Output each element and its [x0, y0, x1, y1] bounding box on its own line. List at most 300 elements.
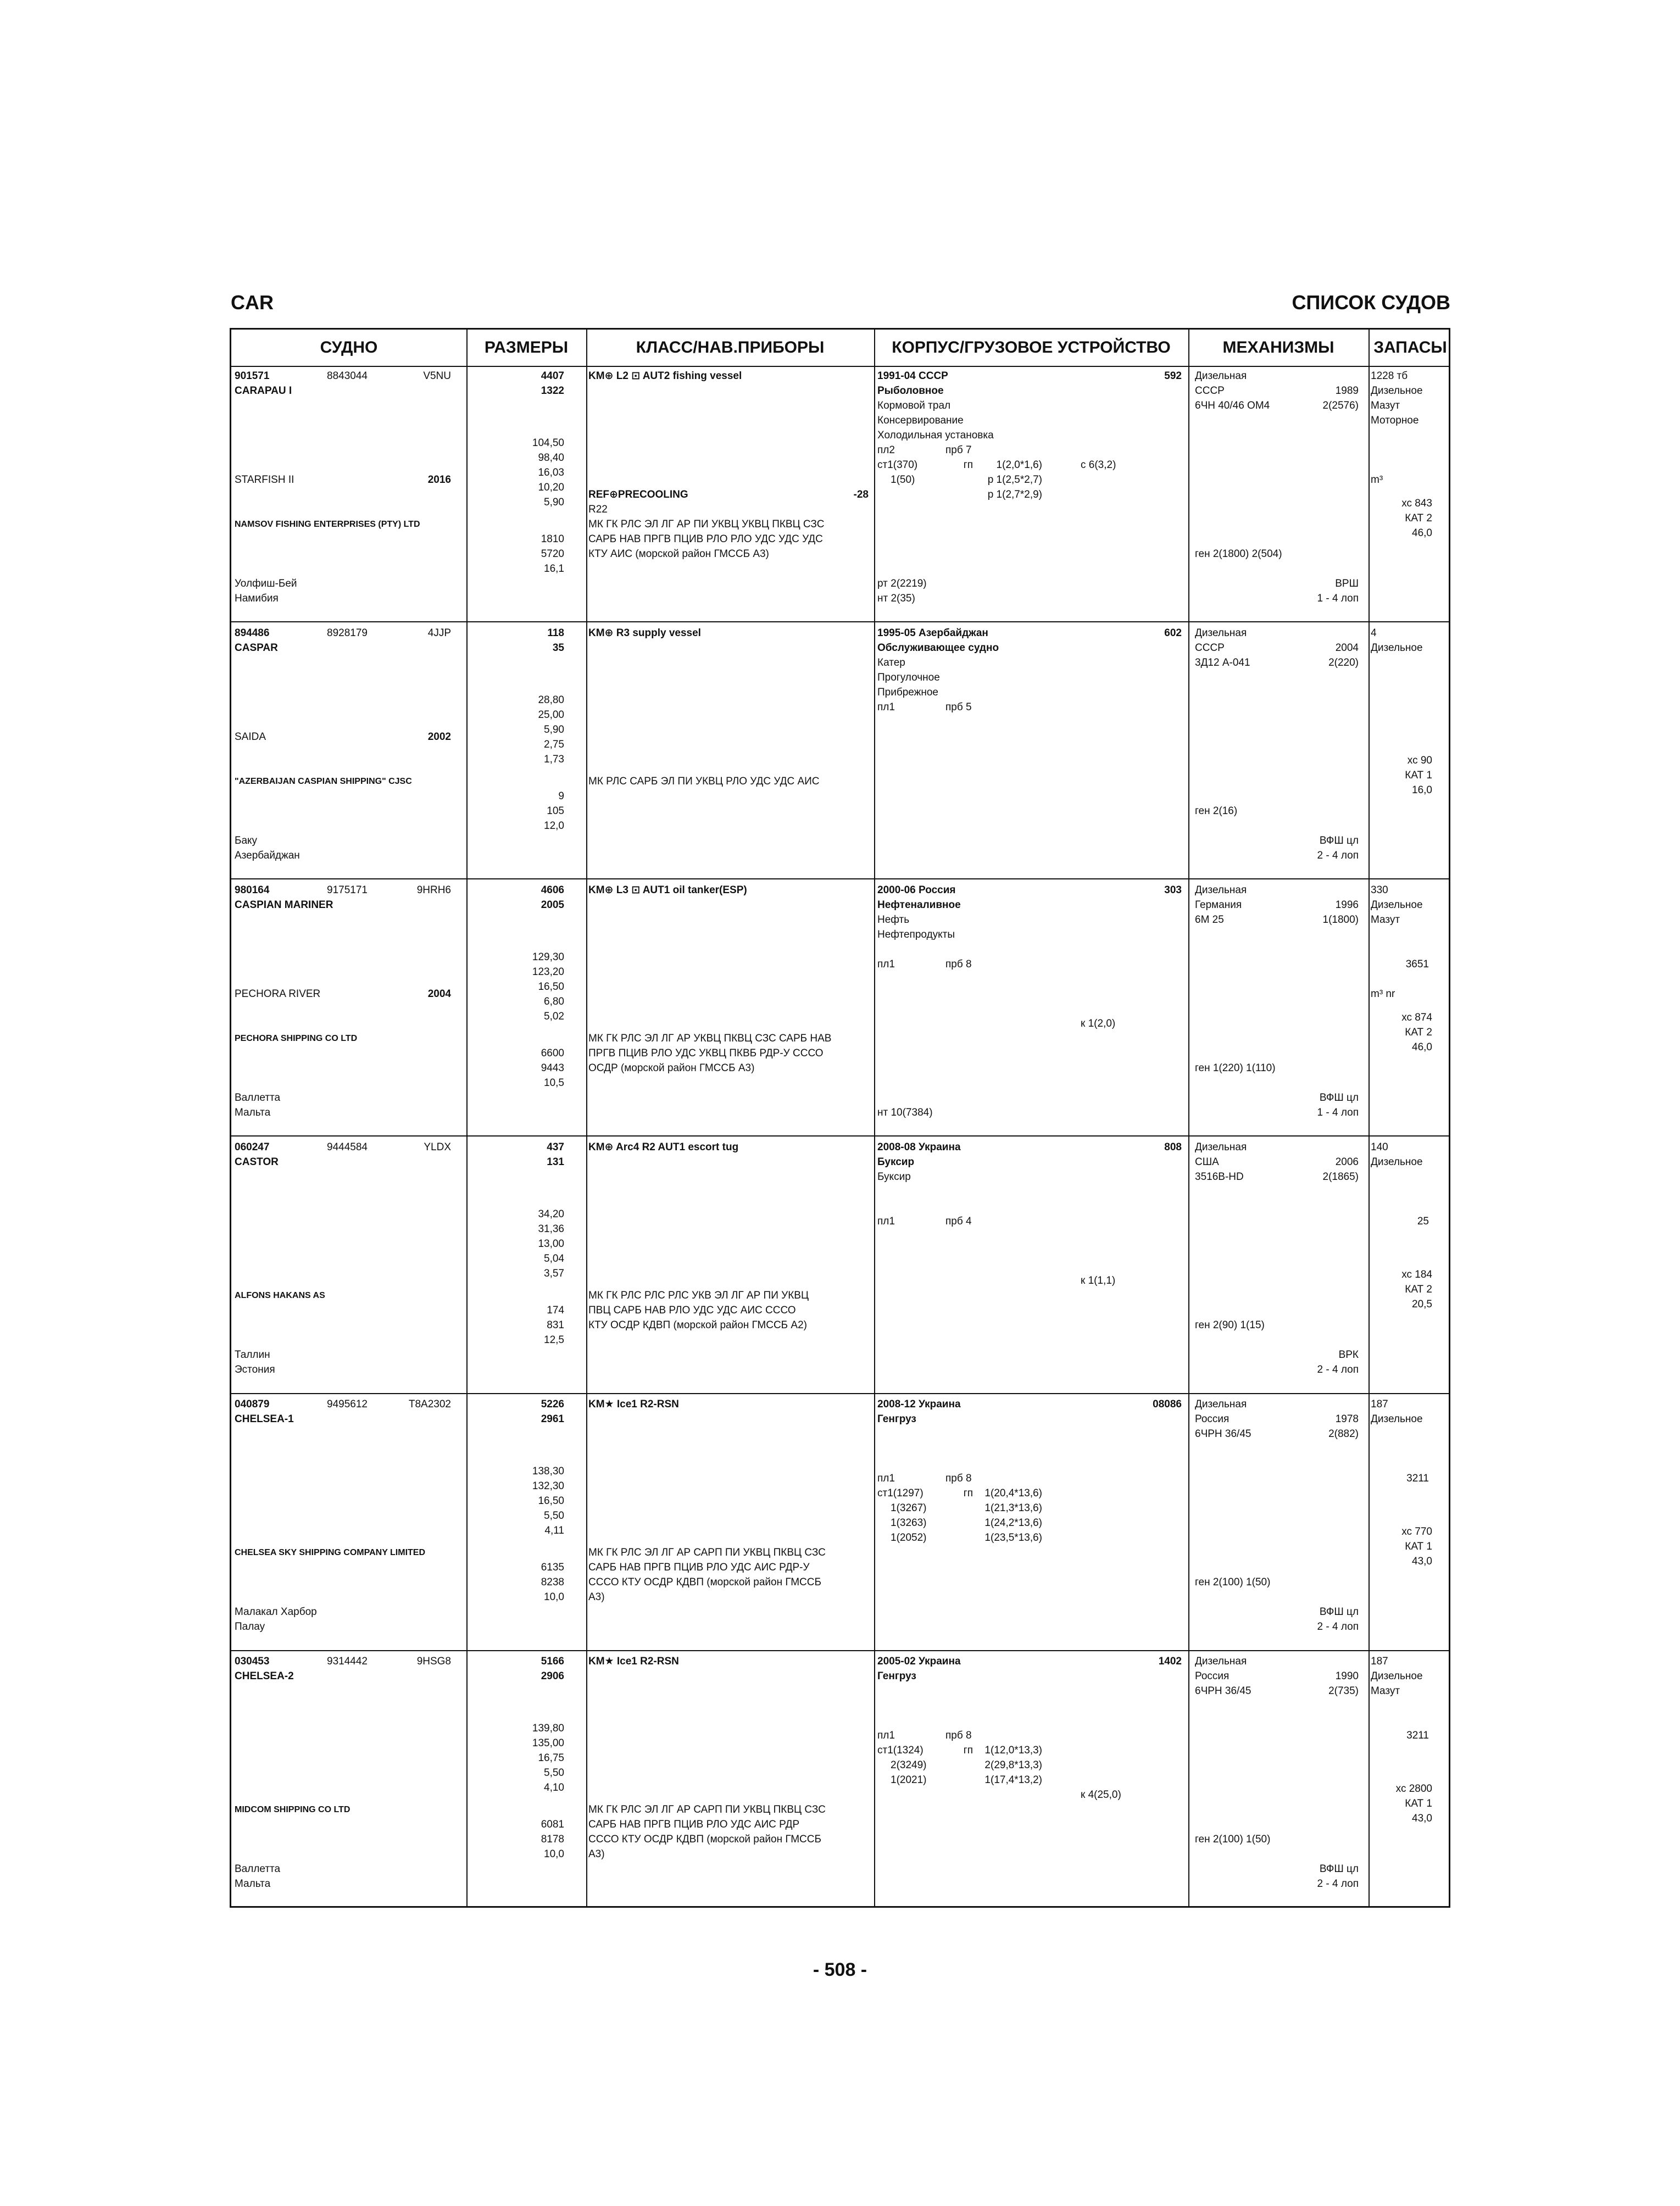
vessel-imo-number: 9444584 — [327, 1141, 368, 1153]
vessel-flag: Азербайджан — [235, 850, 300, 861]
vessel-navigation-equipment: МК ГК РЛС РЛС РЛС УКВ ЭЛ ЛГ АР ПИ УКВЦ — [588, 1290, 809, 1301]
vessel-former-name: SAIDA — [235, 731, 266, 743]
hull-vessel-type: Генгруз — [877, 1670, 916, 1682]
hull-tank: нт 10(7384) — [877, 1107, 933, 1118]
hull-vessel-type: Буксир — [877, 1156, 915, 1168]
hull-build-info: 2008-08 Украина — [877, 1141, 961, 1153]
dimension-value: 5,04 — [544, 1252, 564, 1264]
dimension-value: 16,03 — [538, 466, 564, 478]
engine-type: Дизельная — [1195, 884, 1247, 896]
vessel-name: CHELSEA-1 — [235, 1413, 294, 1425]
propeller-detail: 2 - 4 лоп — [1317, 1364, 1359, 1375]
speed-info: 46,0 — [1412, 1041, 1432, 1054]
speed-info: 43,0 — [1412, 1813, 1432, 1825]
vessel-name: CARAPAU I — [235, 385, 292, 397]
vessel-flag: Мальта — [235, 1878, 271, 1890]
hull-feature: Прибрежное — [877, 687, 938, 698]
vessel-imo-number: 9175171 — [327, 884, 368, 896]
vessel-navigation-equipment: А3) — [588, 1591, 605, 1603]
hull-hatch: 1(23,5*13,6) — [984, 1532, 1042, 1544]
supply-line: 1228 тб — [1371, 370, 1408, 382]
supply-line: Моторное — [1371, 415, 1419, 426]
dimension-capacity: 174 — [547, 1305, 564, 1316]
dimension-value: 5,02 — [544, 1010, 564, 1022]
hull-deck-count: пл1 — [877, 701, 895, 713]
generator-info: ген 2(1800) 2(504) — [1195, 548, 1282, 560]
vessel-class-notation: KM⊕ L3 ⊡ AUT1 oil tanker(ESP) — [588, 884, 747, 896]
speed-info: хс 2800 — [1395, 1783, 1432, 1795]
vessel-imo-number: 9495612 — [327, 1399, 368, 1410]
hull-hatch-label: гп — [963, 1745, 973, 1756]
hull-feature: Буксир — [877, 1171, 911, 1183]
generator-info: ген 2(90) 1(15) — [1195, 1319, 1265, 1331]
dimension-value: 5,50 — [544, 1509, 564, 1522]
dimension-tonnage: 2906 — [541, 1670, 564, 1682]
engine-power: 2(2576) — [1322, 400, 1359, 411]
vessel-flag: Намибия — [235, 593, 279, 604]
dimension-capacity: 10,0 — [544, 1848, 564, 1860]
engine-power: 1(1800) — [1322, 914, 1359, 926]
propeller-type: ВФШ цл — [1319, 1092, 1359, 1104]
vessel-home-port: Баку — [235, 835, 258, 846]
hull-build-info: 1991-04 СССР — [877, 370, 948, 382]
hull-vessel-type: Генгруз — [877, 1413, 916, 1425]
dimension-tonnage: 437 — [547, 1141, 564, 1153]
vessel-navigation-equipment: МК ГК РЛС ЭЛ ЛГ АР УКВЦ ПКВЦ СЗС САРБ НАВ — [588, 1033, 832, 1044]
hull-vessel-type: Рыболовное — [877, 385, 944, 397]
hull-hatch: 1(24,2*13,6) — [984, 1517, 1042, 1529]
hull-deck-count: пл1 — [877, 1473, 895, 1484]
hull-cargo-hold: 1(2052) — [891, 1532, 927, 1544]
propeller-detail: 2 - 4 лоп — [1317, 850, 1359, 861]
hull-number: 08086 — [1153, 1399, 1182, 1410]
vessel-call-sign: 4JJP — [427, 627, 451, 639]
dimension-value: 16,50 — [538, 1495, 564, 1507]
dimension-value: 13,00 — [538, 1238, 564, 1250]
supply-line: Дизельное — [1371, 642, 1423, 654]
dimension-value: 139,80 — [532, 1722, 564, 1734]
dimension-tonnage: 118 — [547, 627, 564, 639]
hull-bulkheads: прб 4 — [945, 1216, 972, 1227]
vessel-navigation-equipment: МК ГК РЛС ЭЛ ЛГ АР САРП ПИ УКВЦ ПКВЦ СЗС — [588, 1804, 826, 1815]
dimension-value: 5,90 — [544, 496, 564, 508]
dimension-capacity: 6081 — [541, 1819, 564, 1830]
supply-line: 187 — [1371, 1656, 1388, 1667]
dimension-value: 6,80 — [544, 995, 564, 1007]
hull-hatch: 1(12,0*13,3) — [984, 1745, 1042, 1756]
engine-country: США — [1195, 1156, 1219, 1168]
engine-model: 6ЧН 40/46 ОМ4 — [1195, 400, 1270, 411]
hull-cargo-hold: 1(50) — [891, 474, 915, 486]
supply-line: Мазут — [1371, 1685, 1400, 1697]
vessel-flag: Палау — [235, 1621, 265, 1633]
vessel-home-port: Малакал Харбор — [235, 1606, 317, 1618]
dimension-tonnage: 1322 — [541, 385, 564, 397]
supply-unit: m³ nr — [1371, 988, 1395, 1000]
dimension-capacity: 105 — [547, 805, 564, 817]
speed-info: хс 90 — [1407, 755, 1432, 767]
vessel-owner: MIDCOM SHIPPING CO LTD — [235, 1805, 351, 1814]
hull-cargo-hold: 1(3263) — [891, 1517, 927, 1529]
dimension-value: 10,20 — [538, 481, 564, 493]
supply-capacity: 3211 — [1406, 1730, 1429, 1741]
vessel-class-notation: KM★ Ice1 R2-RSN — [588, 1399, 679, 1410]
vessel-name: CASPIAN MARINER — [235, 899, 333, 911]
supply-line: Дизельное — [1371, 1670, 1423, 1682]
column-header-supplies: ЗАПАСЫ — [1373, 338, 1447, 356]
vessel-call-sign: YLDX — [424, 1141, 451, 1153]
engine-type: Дизельная — [1195, 627, 1247, 639]
hull-number: 808 — [1164, 1141, 1182, 1153]
engine-power: 2(1865) — [1322, 1171, 1359, 1183]
vessel-registry-number: 980164 — [235, 884, 270, 896]
dimension-value: 31,36 — [538, 1223, 564, 1235]
dimension-value: 4,11 — [544, 1524, 564, 1536]
propeller-type: ВРШ — [1335, 578, 1359, 589]
hull-feature: Холодильная установка — [877, 430, 994, 441]
dimension-capacity: 12,5 — [544, 1334, 564, 1346]
dimension-capacity: 9443 — [541, 1062, 564, 1074]
vessel-navigation-equipment: ПРГВ ПЦИВ РЛО УДС УКВЦ ПКВБ РДР-У СССО — [588, 1048, 824, 1059]
hull-bulkheads: прб 8 — [945, 959, 972, 970]
vessel-former-name-year: 2016 — [427, 474, 451, 486]
vessel-navigation-equipment: ПВЦ САРБ НАВ РЛО УДС УДС АИС СССО — [588, 1305, 796, 1316]
speed-info: КАТ 2 — [1405, 512, 1432, 525]
dimension-capacity: 1810 — [541, 533, 564, 545]
vessel-owner: ALFONS HAKANS AS — [235, 1291, 325, 1300]
vessel-registry-number: 901571 — [235, 370, 270, 382]
hull-cargo-crane: к 4(25,0) — [1081, 1789, 1121, 1801]
vessel-class-refrigeration: REF⊕PRECOOLING — [588, 489, 688, 500]
hull-vessel-type: Нефтеналивное — [877, 899, 961, 911]
propeller-detail: 1 - 4 лоп — [1317, 593, 1359, 604]
dimension-tonnage: 5226 — [541, 1399, 564, 1410]
vessel-former-name: PECHORA RIVER — [235, 988, 321, 1000]
hull-bulkheads: прб 8 — [945, 1730, 972, 1741]
vessel-former-name-year: 2004 — [427, 988, 451, 1000]
vessel-class-notation: KM⊕ R3 supply vessel — [588, 627, 701, 639]
hull-hatch: р 1(2,7*2,9) — [987, 489, 1042, 500]
dimension-capacity: 10,5 — [544, 1077, 564, 1089]
hull-cargo-hold: ст1(370) — [877, 459, 918, 471]
engine-power: 2(735) — [1328, 1685, 1359, 1697]
supply-line: Дизельное — [1371, 1156, 1423, 1168]
vessel-navigation-equipment: МК ГК РЛС ЭЛ ЛГ АР САРП ПИ УКВЦ ПКВЦ СЗС — [588, 1547, 826, 1558]
vessel-flag: Эстония — [235, 1364, 275, 1375]
vessel-imo-number: 8928179 — [327, 627, 368, 639]
dimension-capacity: 831 — [547, 1319, 564, 1331]
vessel-navigation-equipment: ОСДР (морской район ГМССБ А3) — [588, 1062, 755, 1074]
propeller-detail: 2 - 4 лоп — [1317, 1621, 1359, 1633]
hull-bulkheads: прб 5 — [945, 701, 972, 713]
vessel-owner: PECHORA SHIPPING CO LTD — [235, 1034, 358, 1043]
supply-line: 140 — [1371, 1141, 1388, 1153]
speed-info: КАТ 2 — [1405, 1027, 1432, 1039]
engine-country: СССР — [1195, 385, 1225, 397]
vessel-imo-number: 8843044 — [327, 370, 368, 382]
hull-feature: Нефтепродукты — [877, 929, 955, 940]
hull-hatch-label: гп — [963, 459, 973, 471]
generator-info: ген 2(100) 1(50) — [1195, 1834, 1271, 1845]
dimension-tonnage: 5166 — [541, 1656, 564, 1667]
engine-power: 2(220) — [1328, 657, 1359, 669]
supply-line: 187 — [1371, 1399, 1388, 1410]
vessel-owner: "AZERBAIJAN CASPIAN SHIPPING" CJSC — [235, 777, 412, 786]
dimension-tonnage: 131 — [547, 1156, 564, 1168]
dimension-capacity: 5720 — [541, 548, 564, 560]
vessel-home-port: Валлетта — [235, 1863, 281, 1875]
hull-build-info: 2000-06 Россия — [877, 884, 956, 896]
dimension-value: 135,00 — [532, 1737, 564, 1749]
hull-cargo-hold: 2(3249) — [891, 1759, 927, 1771]
vessel-navigation-equipment: МК РЛС САРБ ЭЛ ПИ УКВЦ РЛО УДС УДС АИС — [588, 776, 820, 787]
hull-feature: Катер — [877, 657, 905, 669]
vessel-name: CHELSEA-2 — [235, 1670, 294, 1682]
generator-info: ген 2(16) — [1195, 805, 1238, 817]
vessel-home-port: Уолфиш-Бей — [235, 578, 297, 589]
hull-number: 303 — [1164, 884, 1182, 896]
hull-number: 1402 — [1158, 1656, 1182, 1667]
speed-info: 20,5 — [1412, 1299, 1432, 1311]
vessel-registry-number: 060247 — [235, 1141, 270, 1153]
engine-year: 2006 — [1335, 1156, 1359, 1168]
hull-deck-count: пл1 — [877, 1216, 895, 1227]
dimension-value: 138,30 — [532, 1465, 564, 1477]
dimension-value: 104,50 — [532, 437, 564, 449]
propeller-type: ВФШ цл — [1319, 1606, 1359, 1618]
vessel-call-sign: 9HSG8 — [416, 1656, 451, 1667]
vessel-name: CASPAR — [235, 642, 278, 654]
vessel-call-sign: T8A2302 — [408, 1399, 451, 1410]
dimension-capacity: 8178 — [541, 1834, 564, 1845]
generator-info: ген 1(220) 1(110) — [1195, 1062, 1276, 1074]
vessel-registry-number: 030453 — [235, 1656, 270, 1667]
hull-hatch: 1(21,3*13,6) — [984, 1502, 1042, 1514]
dimension-capacity: 6135 — [541, 1562, 564, 1573]
hull-hatch: 2(29,8*13,3) — [984, 1759, 1042, 1771]
dimension-value: 129,30 — [532, 951, 564, 963]
engine-type: Дизельная — [1195, 1399, 1247, 1410]
speed-info: 43,0 — [1412, 1556, 1432, 1568]
speed-info: 16,0 — [1412, 784, 1432, 796]
dimension-value: 28,80 — [538, 694, 564, 706]
propeller-type: ВФШ цл — [1319, 835, 1359, 846]
engine-country: СССР — [1195, 642, 1225, 654]
vessel-navigation-equipment: САРБ НАВ ПРГВ ПЦИВ РЛО УДС АИС РДР-У — [588, 1562, 810, 1573]
hull-hatch-label: гп — [963, 1488, 973, 1499]
vessel-navigation-equipment: А3) — [588, 1848, 605, 1860]
hull-number: 592 — [1164, 370, 1182, 382]
vessel-registry-number: 894486 — [235, 627, 270, 639]
vessel-flag: Мальта — [235, 1107, 271, 1118]
supply-line: 330 — [1371, 884, 1388, 896]
engine-year: 1990 — [1335, 1670, 1359, 1682]
running-head-right: СПИСОК СУДОВ — [1292, 291, 1450, 314]
engine-year: 1996 — [1335, 899, 1359, 911]
vessel-navigation-equipment: МК ГК РЛС ЭЛ ЛГ АР ПИ УКВЦ УКВЦ ПКВЦ СЗС — [588, 519, 825, 530]
vessel-home-port: Валлетта — [235, 1092, 281, 1104]
propeller-detail: 1 - 4 лоп — [1317, 1107, 1359, 1118]
speed-info: хс 770 — [1401, 1526, 1432, 1538]
dimension-capacity: 12,0 — [544, 820, 564, 832]
hull-cargo-crane: к 1(2,0) — [1081, 1018, 1116, 1029]
hull-hatch: р 1(2,5*2,7) — [987, 474, 1042, 486]
vessel-call-sign: 9HRH6 — [416, 884, 451, 896]
column-header-hull: КОРПУС/ГРУЗОВОЕ УСТРОЙСТВО — [892, 338, 1171, 356]
dimension-value: 2,75 — [544, 738, 564, 750]
vessel-navigation-equipment: САРБ НАВ ПРГВ ПЦИВ РЛО УДС АИС РДР — [588, 1819, 800, 1830]
hull-cargo-hold: 1(3267) — [891, 1502, 927, 1514]
dimension-value: 1,73 — [544, 753, 564, 765]
supply-capacity: 3651 — [1405, 959, 1429, 970]
hull-build-info: 2008-12 Украина — [877, 1399, 961, 1410]
hull-hatch: 1(20,4*13,6) — [984, 1488, 1042, 1499]
dimension-tonnage: 4606 — [541, 884, 564, 896]
supply-line: Дизельное — [1371, 385, 1423, 397]
propeller-type: ВФШ цл — [1319, 1863, 1359, 1875]
engine-year: 1989 — [1335, 385, 1359, 397]
hull-feature: Нефть — [877, 914, 910, 926]
dimension-value: 123,20 — [532, 966, 564, 978]
dimension-capacity: 8238 — [541, 1576, 564, 1588]
dimension-value: 34,20 — [538, 1208, 564, 1220]
vessel-home-port: Таллин — [235, 1349, 270, 1361]
vessel-former-name-year: 2002 — [427, 731, 451, 743]
engine-country: Россия — [1195, 1670, 1230, 1682]
dimension-tonnage: 4407 — [541, 370, 564, 382]
speed-info: КАТ 1 — [1405, 770, 1432, 782]
column-header-machinery: МЕХАНИЗМЫ — [1222, 338, 1334, 356]
dimension-value: 4,10 — [544, 1781, 564, 1793]
engine-year: 1978 — [1335, 1413, 1359, 1425]
propeller-type: ВРК — [1338, 1349, 1359, 1361]
dimension-value: 98,40 — [538, 452, 564, 464]
vessel-owner: NAMSOV FISHING ENTERPRISES (PTY) LTD — [235, 520, 420, 529]
hull-cargo-hold: ст1(1324) — [877, 1745, 924, 1756]
dimension-capacity: 10,0 — [544, 1591, 564, 1603]
supply-capacity: 3211 — [1406, 1473, 1429, 1484]
hull-hatch: 1(17,4*13,2) — [984, 1774, 1042, 1786]
hull-cargo-hold: ст1(1297) — [877, 1488, 924, 1499]
dimension-tonnage: 2005 — [541, 899, 564, 911]
hull-build-info: 1995-05 Азербайджан — [877, 627, 988, 639]
vessel-refrigerant: R22 — [588, 504, 608, 515]
hull-hatch: 1(2,0*1,6) — [996, 459, 1042, 471]
hull-tank: нт 2(35) — [877, 593, 915, 604]
column-header-vessel: СУДНО — [320, 338, 378, 356]
supply-line: Дизельное — [1371, 1413, 1423, 1425]
vessel-navigation-equipment: САРБ НАВ ПРГВ ПЦИВ РЛО РЛО УДС УДС УДС — [588, 533, 823, 545]
speed-info: хс 184 — [1401, 1269, 1432, 1281]
vessel-refrigeration-temperature: -28 — [853, 489, 869, 500]
hull-number: 602 — [1164, 627, 1182, 639]
supply-line: 4 — [1371, 627, 1377, 639]
speed-info: КАТ 1 — [1405, 1541, 1432, 1553]
engine-country: Россия — [1195, 1413, 1230, 1425]
engine-country: Германия — [1195, 899, 1242, 911]
hull-bulkheads: прб 8 — [945, 1473, 972, 1484]
hull-cargo-crane: с 6(3,2) — [1081, 459, 1116, 471]
dimension-tonnage: 35 — [552, 642, 564, 654]
engine-power: 2(882) — [1328, 1428, 1359, 1440]
propeller-detail: 2 - 4 лоп — [1317, 1878, 1359, 1890]
speed-info: хс 874 — [1401, 1012, 1432, 1024]
supply-unit: m³ — [1371, 474, 1383, 486]
dimension-capacity: 6600 — [541, 1048, 564, 1059]
hull-deck-count: пл1 — [877, 1730, 895, 1741]
hull-feature: Прогулочное — [877, 672, 940, 683]
vessel-former-name: STARFISH II — [235, 474, 294, 486]
vessel-class-notation: KM★ Ice1 R2-RSN — [588, 1656, 679, 1667]
vessel-registry-table — [230, 328, 1450, 1908]
speed-info: хс 843 — [1401, 498, 1432, 510]
engine-type: Дизельная — [1195, 1656, 1247, 1667]
engine-model: 6ЧРН 36/45 — [1195, 1685, 1251, 1697]
engine-year: 2004 — [1335, 642, 1359, 654]
dimension-value: 132,30 — [532, 1480, 564, 1492]
engine-model: 6M 25 — [1195, 914, 1224, 926]
vessel-name: CASTOR — [235, 1156, 279, 1168]
column-header-class: КЛАСС/НАВ.ПРИБОРЫ — [636, 338, 825, 356]
engine-model: 6ЧРН 36/45 — [1195, 1428, 1251, 1440]
dimension-value: 5,90 — [544, 723, 564, 736]
hull-build-info: 2005-02 Украина — [877, 1656, 961, 1667]
vessel-imo-number: 9314442 — [327, 1656, 368, 1667]
vessel-navigation-equipment: СССО КТУ ОСДР КДВП (морской район ГМССБ — [588, 1834, 821, 1845]
engine-type: Дизельная — [1195, 1141, 1247, 1153]
supply-line: Мазут — [1371, 400, 1400, 411]
hull-cargo-hold: 1(2021) — [891, 1774, 927, 1786]
hull-bulkheads: прб 7 — [945, 444, 972, 456]
dimension-value: 5,50 — [544, 1767, 564, 1779]
engine-type: Дизельная — [1195, 370, 1247, 382]
hull-cargo-crane: к 1(1,1) — [1081, 1275, 1116, 1286]
dimension-value: 3,57 — [544, 1267, 564, 1279]
vessel-call-sign: V5NU — [423, 370, 451, 382]
supply-capacity: 25 — [1417, 1216, 1429, 1227]
vessel-navigation-equipment: СССО КТУ ОСДР КДВП (морской район ГМССБ — [588, 1576, 821, 1588]
supply-line: Мазут — [1371, 914, 1400, 926]
hull-deck-count: пл2 — [877, 444, 895, 456]
dimension-value: 16,75 — [538, 1752, 564, 1764]
vessel-navigation-equipment: КТУ ОСДР КДВП (морской район ГМССБ А2) — [588, 1319, 807, 1331]
vessel-navigation-equipment: КТУ АИС (морской район ГМССБ А3) — [588, 548, 769, 560]
dimension-tonnage: 2961 — [541, 1413, 564, 1425]
hull-feature: Консервирование — [877, 415, 964, 426]
running-head-left: CAR — [231, 291, 274, 314]
vessel-owner: CHELSEA SKY SHIPPING COMPANY LIMITED — [235, 1548, 426, 1557]
hull-tank: рт 2(2219) — [877, 578, 927, 589]
dimension-capacity: 9 — [558, 790, 564, 802]
hull-feature: Кормовой трал — [877, 400, 951, 411]
page-number: - 508 - — [813, 1959, 867, 1980]
speed-info: 46,0 — [1412, 527, 1432, 539]
column-header-dimensions: РАЗМЕРЫ — [484, 338, 569, 356]
hull-deck-count: пл1 — [877, 959, 895, 970]
speed-info: КАТ 2 — [1405, 1284, 1432, 1296]
generator-info: ген 2(100) 1(50) — [1195, 1576, 1271, 1588]
hull-vessel-type: Обслуживающее судно — [877, 642, 999, 654]
supply-line: Дизельное — [1371, 899, 1423, 911]
engine-model: 3Д12 А-041 — [1195, 657, 1250, 669]
dimension-value: 25,00 — [538, 709, 564, 721]
dimension-value: 16,50 — [538, 981, 564, 993]
engine-model: 3516B-HD — [1195, 1171, 1244, 1183]
vessel-class-notation: KM⊕ L2 ⊡ AUT2 fishing vessel — [588, 370, 742, 382]
vessel-class-notation: KM⊕ Arc4 R2 AUT1 escort tug — [588, 1141, 739, 1153]
vessel-registry-number: 040879 — [235, 1399, 270, 1410]
dimension-capacity: 16,1 — [544, 563, 564, 575]
